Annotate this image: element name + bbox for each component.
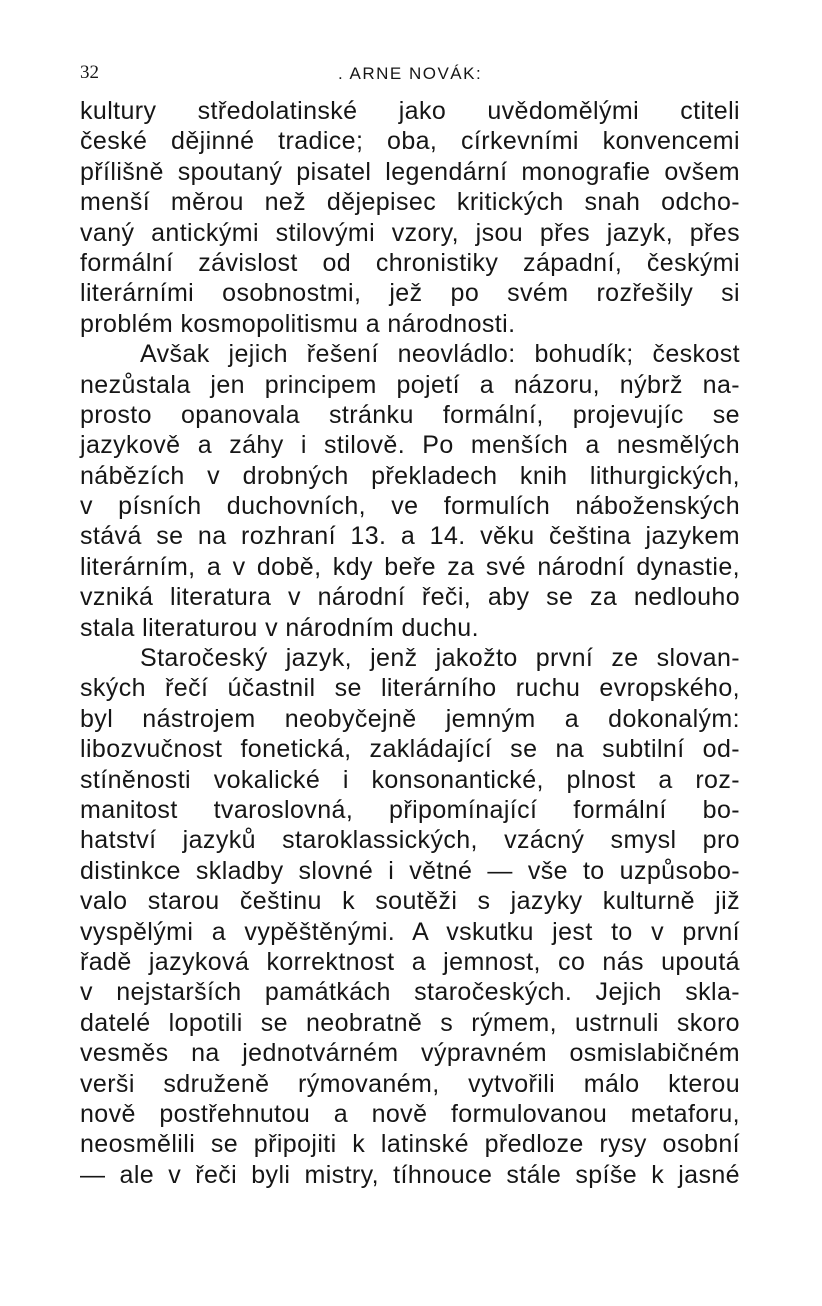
text-line: vyspělými a vypěštěnými. A vskutku jest to v první bbox=[80, 917, 740, 946]
text-line: ských řečí účastnil se literárního ruchu evropského, bbox=[80, 674, 740, 703]
text-line: nábězích v drobných překladech knih lithurgických, bbox=[80, 461, 740, 490]
text-line: vaný antickými stilovými vzory, jsou přes jazyk, přes bbox=[80, 218, 740, 247]
text-line: neosmělili se připojiti k latinské předloze rysy osobní bbox=[80, 1130, 740, 1159]
text-line: literárním, a v době, kdy beře za své národní dynastie, bbox=[80, 552, 740, 581]
paragraph-start-line: Avšak jejich řešení neovládlo: bohudík; českost bbox=[140, 340, 740, 369]
text-line: libozvučnost fonetická, zakládající se na subtilní od- bbox=[80, 735, 740, 764]
text-line: prosto opanovala stránku formální, projevujíc se bbox=[80, 400, 740, 429]
text-line: nově postřehnutou a nově formulovanou metaforu, bbox=[80, 1099, 740, 1128]
text-line: hatství jazyků staroklassických, vzácný smysl pro bbox=[80, 826, 740, 855]
text-line: stává se na rozhraní 13. a 14. věku čeština jazykem bbox=[80, 522, 740, 551]
text-line: — ale v řeči byli mistry, tíhnouce stále spíše k jasné bbox=[80, 1160, 740, 1189]
text-line: byl nástrojem neobyčejně jemným a dokonalým: bbox=[80, 704, 740, 733]
body-text bbox=[80, 96, 740, 1190]
text-line: literárními osobnostmi, jež po svém rozřešily si bbox=[80, 279, 740, 308]
page-header bbox=[80, 62, 740, 88]
text-line: kultury středolatinské jako uvědomělými ctiteli bbox=[80, 97, 740, 125]
paragraph-end-line: problém kosmopolitismu a národnosti. bbox=[80, 309, 516, 338]
text-line: manitost tvaroslovná, připomínající formální bo- bbox=[80, 795, 740, 824]
text-line: stíněnosti vokalické i konsonantické, plnost a roz- bbox=[80, 765, 740, 794]
text-line: vzniká literatura v národní řeči, aby se za nedlouho bbox=[80, 583, 740, 612]
text-line: řadě jazyková korrektnost a jemnost, co nás upoutá bbox=[80, 947, 740, 976]
text-line: menší měrou než dějepisec kritických snah odcho- bbox=[80, 188, 740, 217]
text-line: přílišně spoutaný pisatel legendární monografie ovšem bbox=[80, 157, 740, 186]
text-line: české dějinné tradice; oba, církevními konvencemi bbox=[80, 127, 740, 156]
text-line: formální závislost od chronistiky západní, českými bbox=[80, 248, 740, 277]
text-line: verši sdruženě rýmovaném, vytvořili málo kterou bbox=[80, 1069, 740, 1098]
text-line: v písních duchovních, ve formulích náboženských bbox=[80, 492, 740, 521]
text-line: datelé lopotili se neobratně s rýmem, ustrnuli skoro bbox=[80, 1008, 740, 1037]
paragraph-end-line: stala literaturou v národním duchu. bbox=[80, 613, 479, 642]
text-line: jazykově a záhy i stilově. Po menších a nesmělých bbox=[80, 431, 740, 460]
text-line: vesměs na jednotvárném výpravném osmislabičném bbox=[80, 1039, 740, 1068]
text-line: valo starou češtinu k soutěži s jazyky kulturně již bbox=[80, 887, 740, 916]
text-line: nezůstala jen principem pojetí a názoru, nýbrž na- bbox=[80, 370, 740, 399]
running-head: . ARNE NOVÁK: bbox=[338, 64, 483, 83]
page-number: 32 bbox=[80, 62, 99, 83]
text-line: v nejstarších památkách staročeských. Jejich skla- bbox=[80, 978, 740, 1007]
paragraph-start-line: Staročeský jazyk, jenž jakožto první ze slovan- bbox=[140, 644, 740, 673]
text-line: distinkce skladby slovné i větné — vše to uzpůsobo- bbox=[80, 856, 740, 885]
